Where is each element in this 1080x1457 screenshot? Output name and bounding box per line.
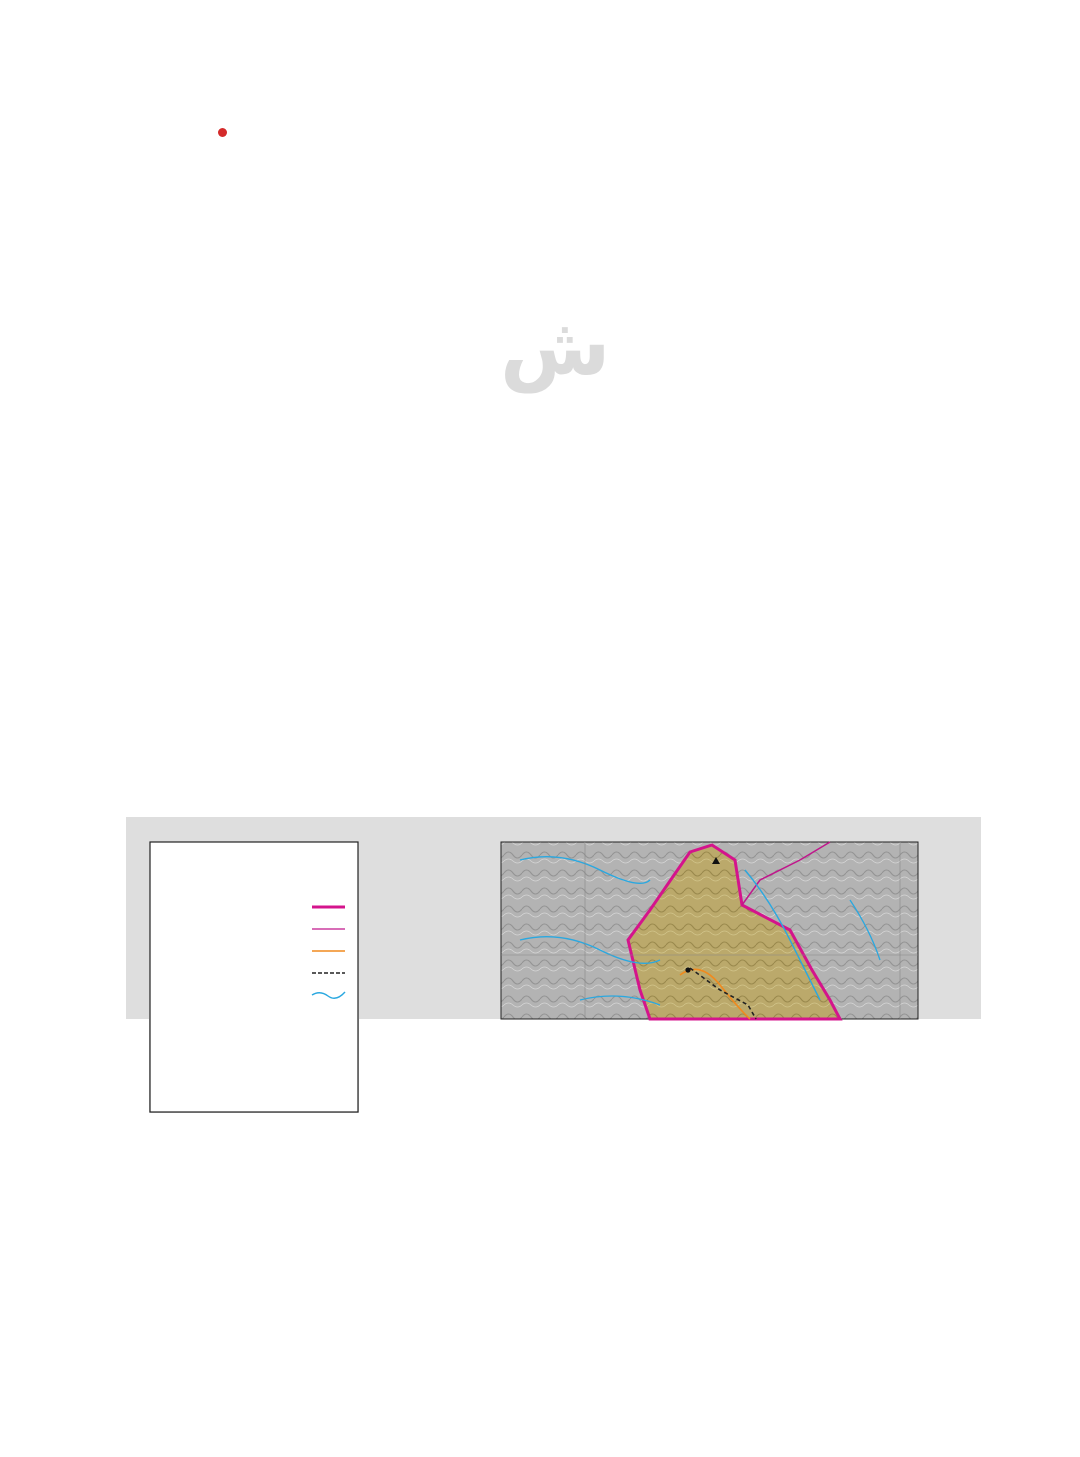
legend-river-swatch [312,992,345,998]
watermark-logo: ش [500,300,611,393]
